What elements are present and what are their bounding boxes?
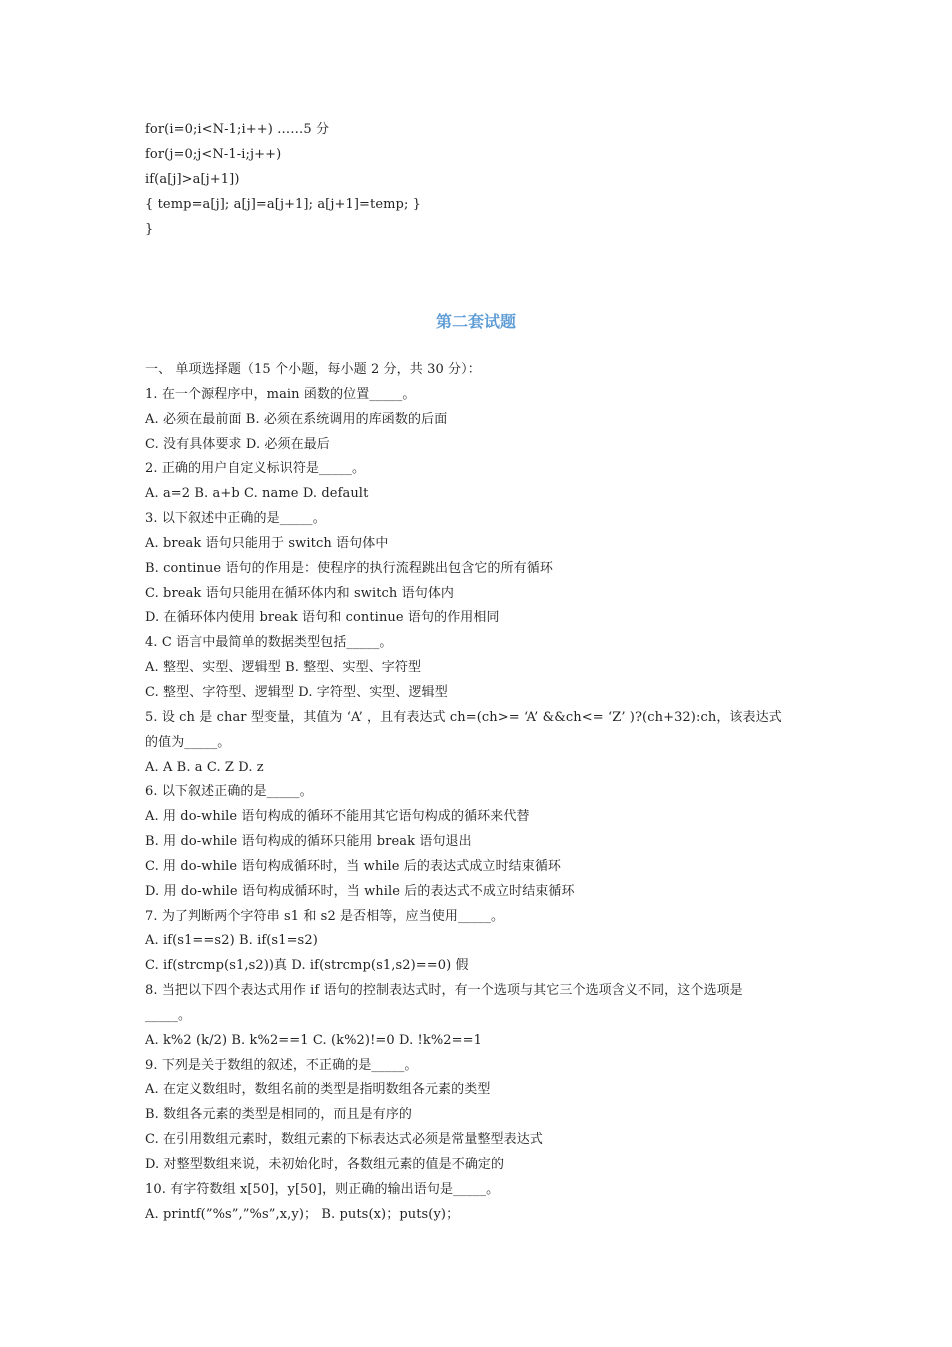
question-line: A. printf(”%s”,”%s”,x,y)； B. puts(x)；puts(y)； — [145, 1206, 460, 1222]
question-line: 10. 有字符数组 x[50]，y[50]，则正确的输出语句是_____。 — [145, 1181, 500, 1197]
question-line: B. 用 do-while 语句构成的循环只能用 break 语句退出 — [145, 834, 472, 850]
question-line: 4. C 语言中最简单的数据类型包括_____。 — [145, 635, 393, 651]
question-line: 8. 当把以下四个表达式用作 if 语句的控制表达式时，有一个选项与其它三个选项含义不同，这个选项是 — [145, 983, 743, 999]
question-line: A. break 语句只能用于 switch 语句体中 — [145, 535, 389, 551]
question-line: 2. 正确的用户自定义标识符是_____。 — [145, 461, 366, 477]
question-line: 6. 以下叙述正确的是_____。 — [145, 784, 313, 800]
question-line: 一、 单项选择题（15 个小题，每小题 2 分，共 30 分）： — [145, 362, 481, 377]
question-line: A. 在定义数组时，数组名前的类型是指明数组各元素的类型 — [145, 1082, 491, 1098]
question-line: 1. 在一个源程序中，main 函数的位置_____。 — [145, 386, 416, 402]
question-line: A. a=2 B. a+b C. name D. default — [145, 486, 369, 502]
question-line: 5. 设 ch 是 char 型变量，其值为 ‘A’ ，且有表达式 ch=(ch>= ‘A’ &&ch<= ‘Z’ )?(ch+32):ch，该表达式 — [145, 709, 782, 725]
question-line: C. if(strcmp(s1,s2))真 D. if(strcmp(s1,s2)==0) 假 — [145, 958, 469, 974]
question-line: D. 在循环体内使用 break 语句和 continue 语句的作用相同 — [145, 610, 500, 626]
question-line: A. k%2 (k/2) B. k%2==1 C. (k%2)!=0 D. !k%2==1 — [145, 1032, 483, 1048]
question-line: A. 整型、实型、逻辑型 B. 整型、实型、字符型 — [145, 660, 422, 676]
code-line: } — [145, 222, 154, 237]
question-line: _____。 — [145, 1007, 192, 1023]
question-line: C. 在引用数组元素时，数组元素的下标表达式必须是常量整型表达式 — [145, 1132, 543, 1148]
question-line: C. 用 do-while 语句构成循环时，当 while 后的表达式成立时结束循环 — [145, 858, 562, 874]
question-line: A. if(s1==s2) B. if(s1=s2) — [145, 933, 318, 949]
question-line: A. A B. a C. Z D. z — [145, 759, 264, 775]
question-line: 的值为_____。 — [145, 734, 231, 750]
question-line: B. continue 语句的作用是：使程序的执行流程跳出包含它的所有循环 — [145, 560, 553, 576]
question-line: 7. 为了判断两个字符串 s1 和 s2 是否相等，应当使用_____。 — [145, 908, 505, 924]
question-line: 3. 以下叙述中正确的是_____。 — [145, 511, 326, 527]
code-line: { temp=a[j]; a[j]=a[j+1]; a[j+1]=temp; } — [145, 197, 422, 212]
section-title: 第二套试题 — [435, 312, 516, 331]
question-line: D. 用 do-while 语句构成循环时，当 while 后的表达式不成立时结束循环 — [145, 883, 575, 899]
code-line: for(j=0;j<N-1-i;j++) — [145, 147, 282, 162]
question-line: B. 数组各元素的类型是相同的，而且是有序的 — [145, 1107, 413, 1123]
question-line: A. 用 do-while 语句构成的循环不能用其它语句构成的循环来代替 — [145, 809, 530, 825]
code-line: if(a[j]>a[j+1]) — [145, 172, 240, 187]
question-line: C. break 语句只能用在循环体内和 switch 语句体内 — [145, 585, 455, 601]
code-snippet — [145, 117, 825, 242]
question-list — [145, 358, 817, 1228]
question-line: C. 整型、字符型、逻辑型 D. 字符型、实型、逻辑型 — [145, 684, 448, 700]
code-line: for(i=0;i<N-1;i++) ……5 分 — [145, 122, 330, 137]
question-line: C. 没有具体要求 D. 必须在最后 — [145, 436, 330, 452]
question-line: 9. 下列是关于数组的叙述，不正确的是_____。 — [145, 1057, 418, 1073]
question-line: D. 对整型数组来说，未初始化时，各数组元素的值是不确定的 — [145, 1157, 505, 1172]
question-line: A. 必须在最前面 B. 必须在系统调用的库函数的后面 — [145, 411, 448, 427]
